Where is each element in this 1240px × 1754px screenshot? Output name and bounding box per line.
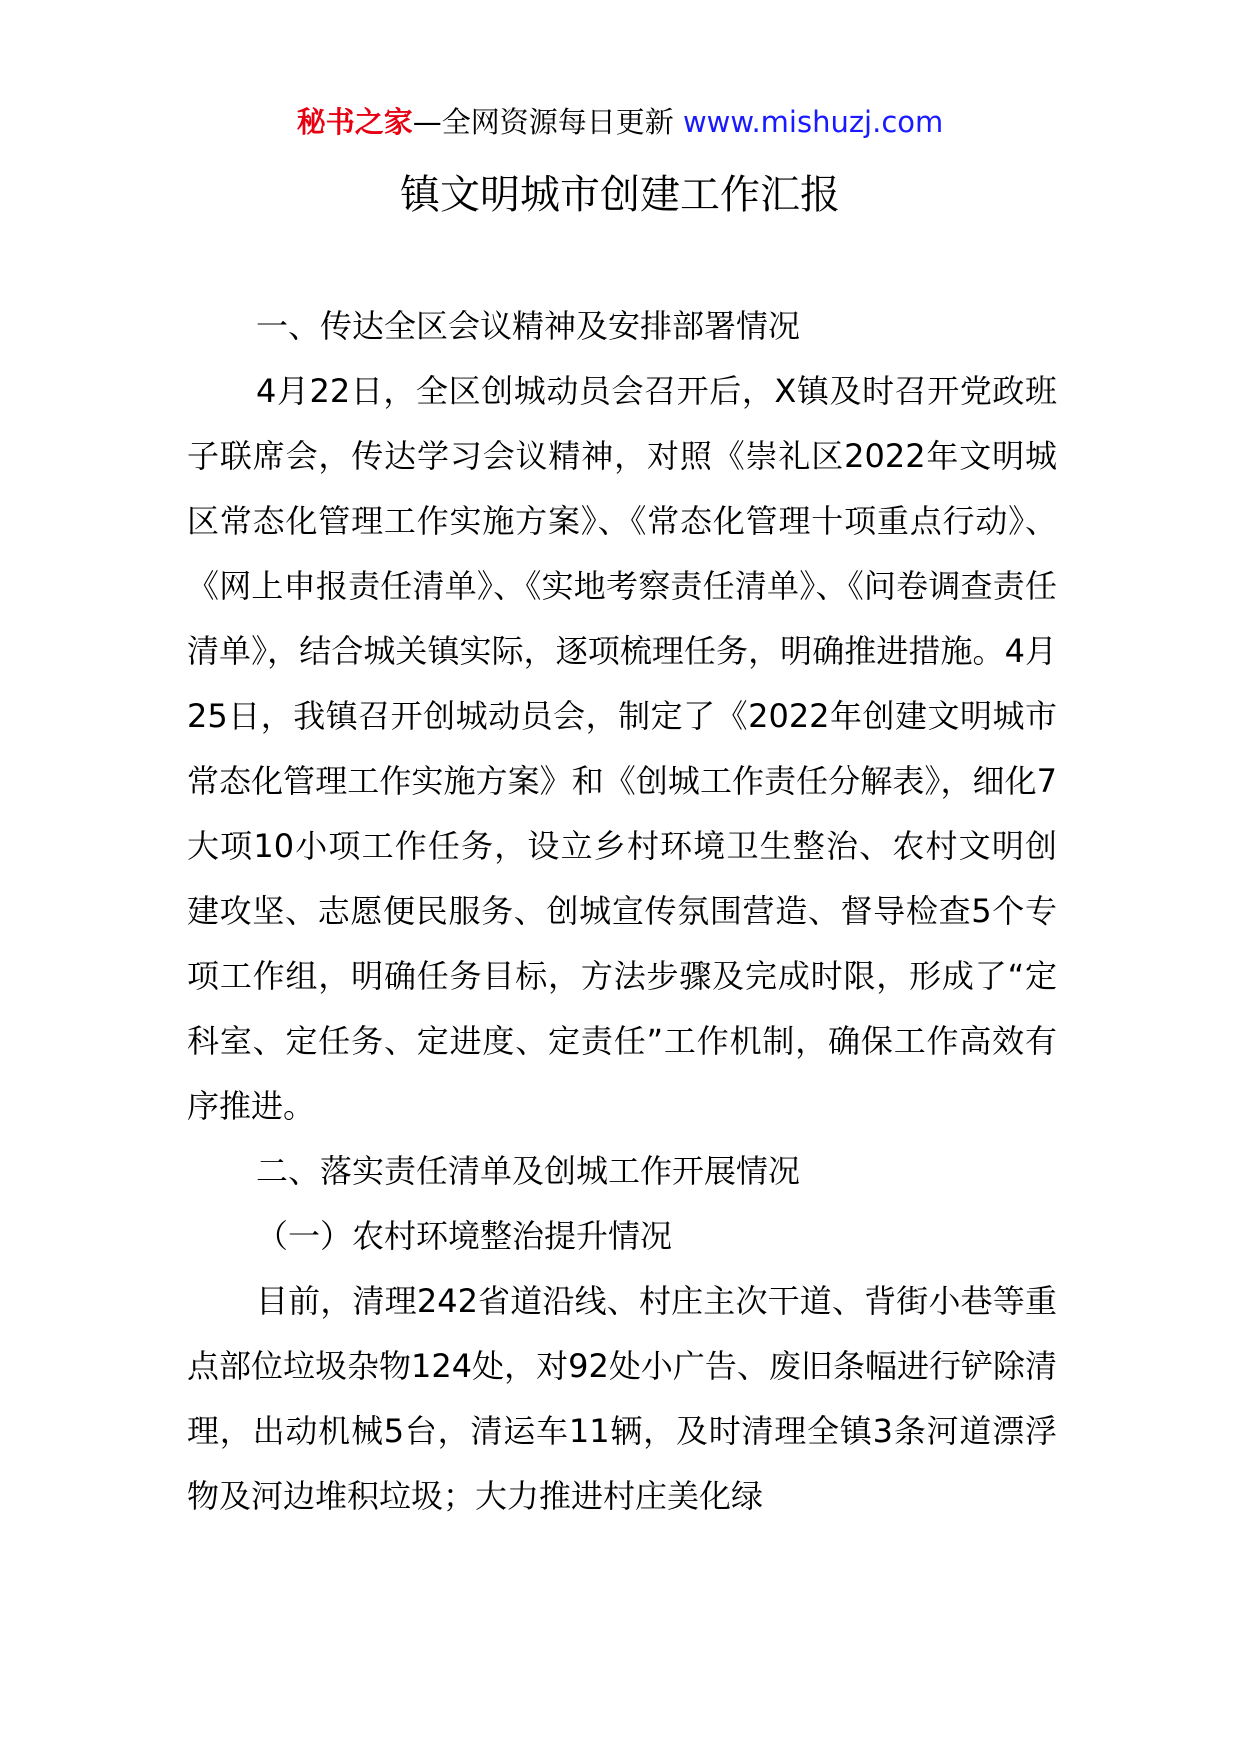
body-paragraph-2: 目前，清理242省道沿线、村庄主次干道、背街小巷等重点部位垃圾杂物124处，对92处小广告、废旧条幅进行铲除清理，出动机械5台，清运车11辆，及时清理全镇3条河道漂浮物及河边堆积垃圾；大力推进村庄美化绿 bbox=[187, 1282, 1057, 1515]
site-slogan: —全网资源每日更新 bbox=[412, 105, 674, 139]
subsection-heading-1: （一）农村环境整治提升情况 bbox=[256, 1217, 673, 1255]
section-heading-2: 二、落实责任清单及创城工作开展情况 bbox=[256, 1152, 801, 1190]
site-brand: 秘书之家 bbox=[296, 105, 413, 139]
document-body bbox=[187, 294, 1057, 1529]
section-heading-1: 一、传达全区会议精神及安排部署情况 bbox=[256, 307, 801, 345]
site-header bbox=[0, 102, 1240, 142]
body-paragraph-1: 4月22日，全区创城动员会召开后，X镇及时召开党政班子联席会，传达学习会议精神，对照《崇礼区2022年文明城区常态化管理工作实施方案》、《常态化管理十项重点行动》、《网上申报责任清单》、《实地考察责任清单》、《问卷调查责任清单》，结合城关镇实际，逐项梳理任务，明确推进措施。4月25日，我镇召开创城动员会，制定了《2022年创建文明城市常态化管理工作实施方案》和《创城工作责任分解表》，细化7大项10小项工作任务，设立乡村环境卫生整治、农村文明创建攻坚、志愿便民服务、创城宣传氛围营造、督导检查5个专项工作组，明确任务目标，方法步骤及完成时限，形成了“定科室、定任务、定进度、定责任”工作机制，确保工作高效有序推进。 bbox=[187, 372, 1057, 1125]
site-url-link[interactable]: www.mishuzj.com bbox=[682, 105, 944, 139]
document-title: 镇文明城市创建工作汇报 bbox=[400, 172, 840, 218]
